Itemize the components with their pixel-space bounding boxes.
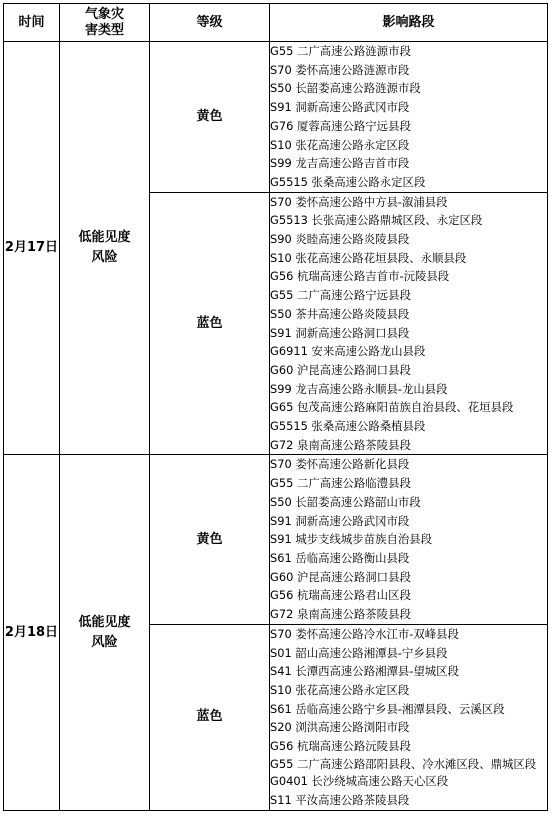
list-item: S99 龙吉高速公路吉首市段 xyxy=(270,156,410,171)
date-cell: 2月18日 xyxy=(4,455,60,810)
list-item: S70 娄怀高速公路中方县-溆浦县段 xyxy=(270,194,448,209)
list-item: G56 杭瑞高速公路君山区段 xyxy=(270,588,411,603)
list-item: S10 张花高速公路永定区段 xyxy=(270,137,410,152)
list-item: G55 二广高速公路临澧县段 xyxy=(270,476,411,491)
segments-cell xyxy=(270,42,548,193)
list-item: S61 岳临高速公路宁乡县-湘潭县段、云溪区段 xyxy=(270,701,505,716)
list-item: S90 炎睦高速公路炎陵县段 xyxy=(270,232,410,247)
header-row xyxy=(4,4,548,42)
list-item: S61 岳临高速公路衡山县段 xyxy=(270,550,410,565)
header-disaster-type xyxy=(60,4,150,42)
list-item: S91 洞新高速公路武冈市段 xyxy=(270,100,410,115)
segments-cell xyxy=(270,455,548,624)
list-item: S11 平汝高速公路茶陵县段 xyxy=(270,792,410,807)
list-item: S50 长韶娄高速公路涟源市段 xyxy=(270,81,421,96)
list-item: S01 韶山高速公路湘潭县-宁乡县段 xyxy=(270,645,448,660)
disaster-type-label: 低能见度风险 xyxy=(78,614,131,650)
list-item: S91 洞新高速公路武冈市段 xyxy=(270,513,410,528)
list-item: G72 泉南高速公路茶陵县段 xyxy=(270,437,411,452)
table-row xyxy=(4,42,548,193)
list-item: G55 二广高速公路邵阳县段、冷水滩区段、鼎城区段 xyxy=(270,756,537,771)
list-item: S41 长潭西高速公路湘潭县-望城区段 xyxy=(270,664,459,679)
level-cell: 蓝色 xyxy=(150,624,270,810)
date-cell: 2月17日 xyxy=(4,42,60,455)
list-item: G65 包茂高速公路麻阳苗族自治县段、花垣县段 xyxy=(270,400,514,415)
list-item: S10 张花高速公路永定区段 xyxy=(270,682,410,697)
list-item: G72 泉南高速公路茶陵县段 xyxy=(270,607,411,622)
header-level: 等级 xyxy=(150,4,270,42)
list-item: G6911 安来高速公路龙山县段 xyxy=(270,344,426,359)
segments-cell xyxy=(270,624,548,810)
header-road-sections: 影响路段 xyxy=(270,4,548,42)
list-item: G55 二广高速公路涟源市段 xyxy=(270,44,411,58)
list-item: G0401 长沙绕城高速公路天心区段 xyxy=(270,774,449,789)
table-row xyxy=(4,455,548,624)
list-item: S99 龙吉高速公路永顺县-龙山县段 xyxy=(270,381,448,396)
list-item: G5515 张桑高速公路永定区段 xyxy=(270,174,426,189)
list-item: G60 沪昆高速公路洞口县段 xyxy=(270,362,411,377)
list-item: S10 张花高速公路花垣县段、永顺县段 xyxy=(270,250,467,265)
list-item: S70 娄怀高速公路新化县段 xyxy=(270,457,410,472)
warning-table xyxy=(3,3,548,811)
list-item: S91 城步支线城步苗族自治县段 xyxy=(270,532,433,547)
list-item: S91 洞新高速公路洞口县段 xyxy=(270,325,410,340)
list-item: S50 长韶娄高速公路韶山市段 xyxy=(270,494,421,509)
list-item: G5513 长张高速公路鼎城区段、永定区段 xyxy=(270,213,483,228)
list-item: S50 茶井高速公路炎陵县段 xyxy=(270,306,410,321)
disaster-type-label: 低能见度风险 xyxy=(78,230,131,266)
header-disaster-type-label: 气象灾害类型 xyxy=(84,6,124,38)
list-item: G76 厦蓉高速公路宁远县段 xyxy=(270,118,411,133)
disaster-type-cell xyxy=(60,455,150,810)
list-item: S70 娄怀高速公路冷水江市-双峰县段 xyxy=(270,626,459,641)
list-item: G5515 张桑高速公路桑植县段 xyxy=(270,419,426,434)
list-item: G56 杭瑞高速公路沅陵县段 xyxy=(270,739,411,754)
disaster-type-cell xyxy=(60,42,150,455)
level-cell: 蓝色 xyxy=(150,192,270,455)
level-cell: 黄色 xyxy=(150,42,270,193)
list-item: S70 娄怀高速公路涟源市段 xyxy=(270,62,410,77)
level-cell: 黄色 xyxy=(150,455,270,624)
segments-cell xyxy=(270,192,548,455)
list-item: G55 二广高速公路宁远县段 xyxy=(270,288,411,303)
list-item: S20 浏洪高速公路浏阳市段 xyxy=(270,720,410,735)
header-time: 时间 xyxy=(4,4,60,42)
list-item: G56 杭瑞高速公路吉首市-沅陵县段 xyxy=(270,269,450,284)
list-item: G60 沪昆高速公路洞口县段 xyxy=(270,569,411,584)
